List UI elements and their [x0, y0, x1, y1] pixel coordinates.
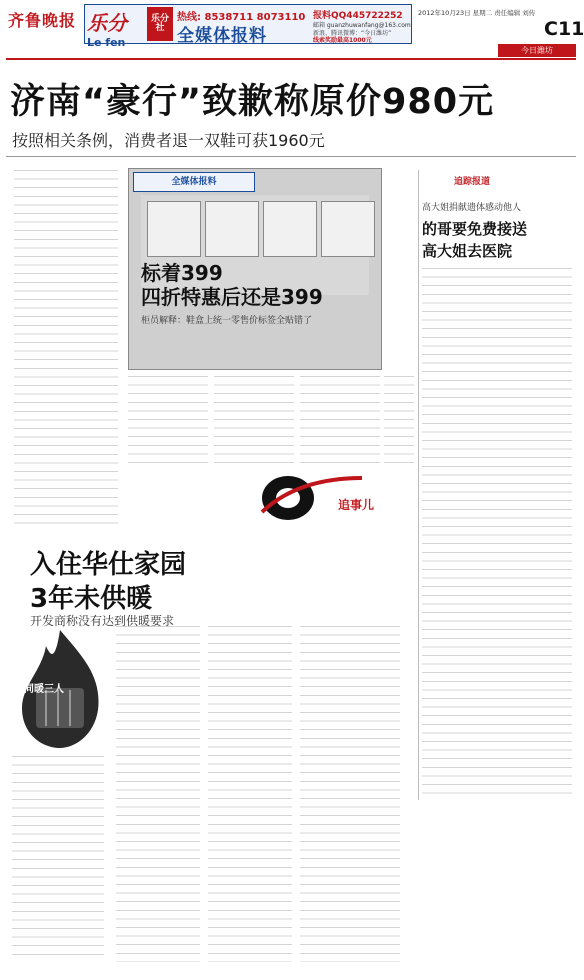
banner-main: 全媒体报料 — [177, 26, 267, 46]
main-headline: 济南“豪行”致歉称原价980元 — [10, 82, 495, 122]
sidebar-body — [422, 268, 572, 800]
story1-column-3 — [214, 376, 294, 464]
photo-caption: 柜员解释：鞋盒上统一零售价标签全贴错了 — [141, 316, 313, 326]
story1-column-1 — [14, 170, 118, 530]
story2-column-4 — [300, 626, 400, 962]
page-number: C11 — [544, 18, 584, 40]
lefen-logo-en: Le fen — [87, 36, 126, 49]
shoebox-label-2 — [205, 201, 259, 257]
sidebar-kicker: 高大姐捐献遗体感动他人 — [422, 203, 522, 213]
photo-overlay-price: 标着399 — [141, 261, 223, 285]
story2-column-1 — [12, 756, 104, 962]
hotline: 热线: 8538711 8073110 — [177, 12, 306, 23]
story2-subhead: 开发商称没有达到供暖要求 — [30, 614, 175, 628]
sidebar-tag: 追踪报道 — [454, 177, 491, 187]
shoebox-photo — [128, 168, 382, 370]
shoebox-label-3 — [263, 201, 317, 257]
newspaper-logo: 齐鲁晚报 — [8, 11, 77, 30]
issue-date: 2012年10月23日 星期二 责任编辑 刘传 — [418, 9, 536, 17]
story2-title-1: 入住华仕家园 — [30, 550, 187, 580]
photo-overlay-discount: 四折特惠后还是399 — [141, 285, 323, 309]
banner-email: 邮箱 guanzhuwanfang@163.com — [313, 22, 411, 29]
story1-column-4 — [300, 376, 380, 464]
banner-weibo: 新浪、腾讯微博：“今日潍坊” — [313, 30, 392, 37]
logo-mark-text: 追事儿 — [338, 498, 375, 512]
lefen-tag: 乐分社 — [147, 7, 173, 41]
story2-title-2: 3年未供暖 — [30, 584, 153, 614]
section-label: 今日潍坊 — [498, 44, 576, 57]
sidebar-title-1: 的哥要免费接送 — [422, 220, 528, 238]
shoebox-label-4 — [321, 201, 375, 257]
banner-reward: 线索奖励最高1000元 — [313, 37, 372, 44]
photo-mini-banner: 全媒体报料 — [133, 172, 255, 192]
lefen-logo — [87, 7, 145, 49]
main-subhead: 按照相关条例，消费者退一双鞋可获1960元 — [12, 131, 325, 150]
top-rule — [6, 58, 576, 60]
story1-column-5 — [384, 376, 414, 464]
report-banner — [84, 4, 412, 49]
story2-column-2 — [116, 626, 200, 962]
banner-qq: 报料QQ445722252 — [313, 11, 403, 21]
story2-column-3 — [208, 626, 292, 962]
sidebar-title-2: 高大姐去医院 — [422, 242, 513, 260]
headline-rule — [6, 156, 576, 157]
lefen-logo-cn: 乐分 — [87, 11, 127, 35]
story1-column-2 — [128, 376, 208, 464]
flame-text: 同暖三人 — [24, 684, 64, 695]
shoebox-label-1 — [147, 201, 201, 257]
